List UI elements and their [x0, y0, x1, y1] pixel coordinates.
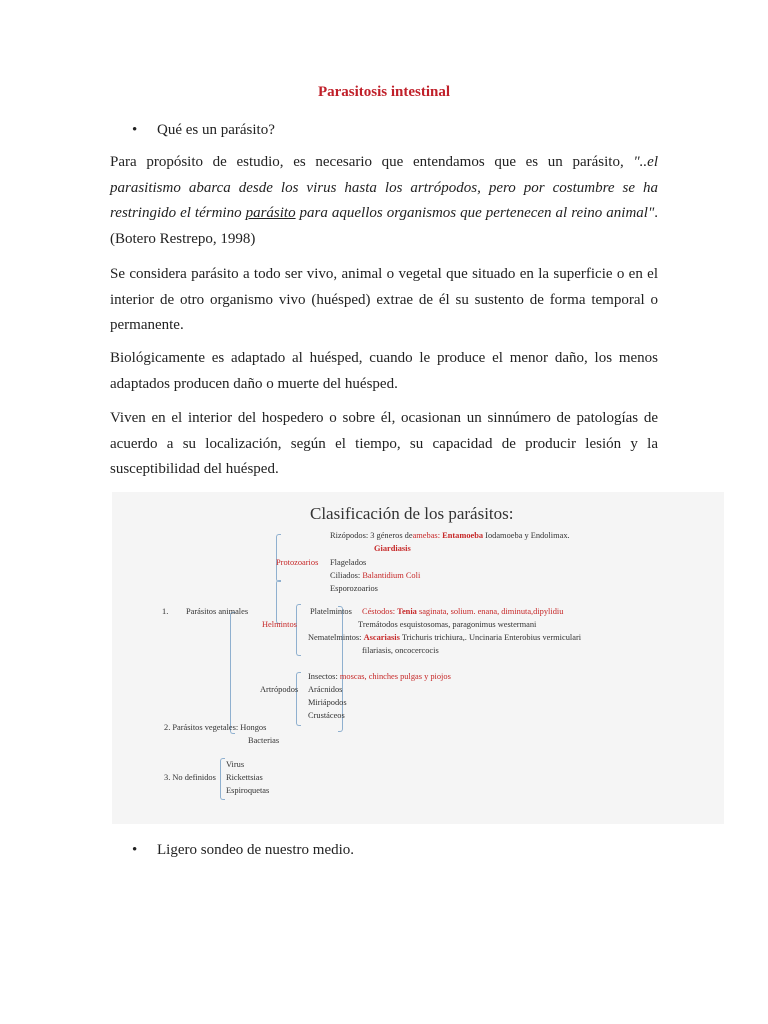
rickettsias-label: Rickettsias — [226, 773, 263, 782]
diagram-title: Clasificación de los parásitos: — [310, 504, 514, 523]
p1-quote-end: para aquellos organismos que pertenecen al reino animal" — [295, 205, 655, 221]
flagelados-label: Flagelados — [330, 558, 367, 567]
bullet-dot: • — [132, 122, 138, 138]
document-title: Parasitosis intestinal — [317, 84, 451, 100]
trematodos-line: Tremátodos esquistosomas, paragonimus westermani — [358, 620, 537, 629]
p1-quote: "..el parasitismo abarca desde los virus hasta los artrópodos, pero por costumbre se ha restringido el término — [110, 154, 658, 221]
virus-label: Virus — [226, 760, 245, 769]
ciliados-line: Ciliados: Balantidium Coli — [330, 571, 421, 580]
filariasis-line: filariasis, oncocercocis — [362, 646, 439, 655]
bacterias-label: Bacterias — [248, 736, 280, 745]
paragraph-definition — [110, 150, 658, 252]
crustaceos-label: Crustáceos — [308, 711, 345, 720]
bullet-question: Qué es un parásito? — [157, 122, 275, 138]
aracnidos-label: Arácnidos — [308, 685, 343, 694]
bullet-survey: Ligero sondeo de nuestro medio. — [157, 842, 355, 858]
item1-number: 1. — [162, 607, 169, 616]
paragraph-parasite: Se considera parásito a todo ser vivo, animal o vegetal que situado en la superficie o en el interior de otro organismo vivo (huésped) extrae de él su sustento de forma temporal o permanente. — [110, 266, 658, 333]
miriapodos-label: Miriápodos — [308, 698, 347, 707]
bullet-dot: • — [132, 842, 138, 858]
p1-text: Para propósito de estudio, es necesario que entendamos que es un parásito, — [110, 154, 634, 170]
artropodos-label: Artrópodos — [260, 685, 299, 694]
giardiasis-label: Giardiasis — [374, 544, 411, 553]
paragraph-adaptation: Biológicamente es adaptado al huésped, cuando le produce el menor daño, los menos adaptados producen daño o muerte del huésped. — [110, 350, 658, 392]
p1-quote-underlined: parásito — [245, 205, 296, 221]
rizopodos-line: Rizópodos: 3 géneros deamebas: Entamoeba Iodamoeba y Endolimax. — [330, 531, 570, 540]
esporozoarios-label: Esporozoarios — [330, 584, 378, 593]
platelmintos-label: Platelmintos — [310, 607, 352, 616]
protozoarios-label: Protozoarios — [276, 558, 319, 567]
brace-helmintos — [296, 604, 301, 656]
brace-protozoa-bottom — [276, 580, 281, 624]
insectos-line: Insectos: moscas, chinches pulgas y piojos — [308, 672, 451, 681]
p1-citation: . (Botero Restrepo, 1998) — [110, 205, 658, 247]
cestodos-line: Céstodos: Tenia saginata, solium. enana, diminuta,dipylidiu — [362, 607, 564, 616]
item1-label: Parásitos animales — [186, 607, 249, 616]
espiroquetas-label: Espiroquetas — [226, 786, 270, 795]
brace-artropodos — [296, 672, 301, 726]
item2-label: 2. Parásitos vegetales: Hongos — [164, 723, 267, 732]
paragraph-pathology: Viven en el interior del hospedero o sobre él, ocasionan un sinnúmero de patologías de acuerdo a su localización, según el tiempo, su capacidad de producir lesión y la susceptibilidad del huésped. — [110, 410, 658, 477]
helmintos-label: Helmintos — [262, 620, 297, 629]
nematelmintos-line: Nematelmintos: Ascariasis Trichuris trichiura,. Uncinaria Enterobius vermiculari — [308, 633, 582, 642]
classification-diagram — [112, 492, 724, 824]
item3-label: 3. No definidos — [164, 773, 216, 782]
brace-undefined — [220, 758, 225, 800]
brace-animals — [230, 612, 235, 734]
